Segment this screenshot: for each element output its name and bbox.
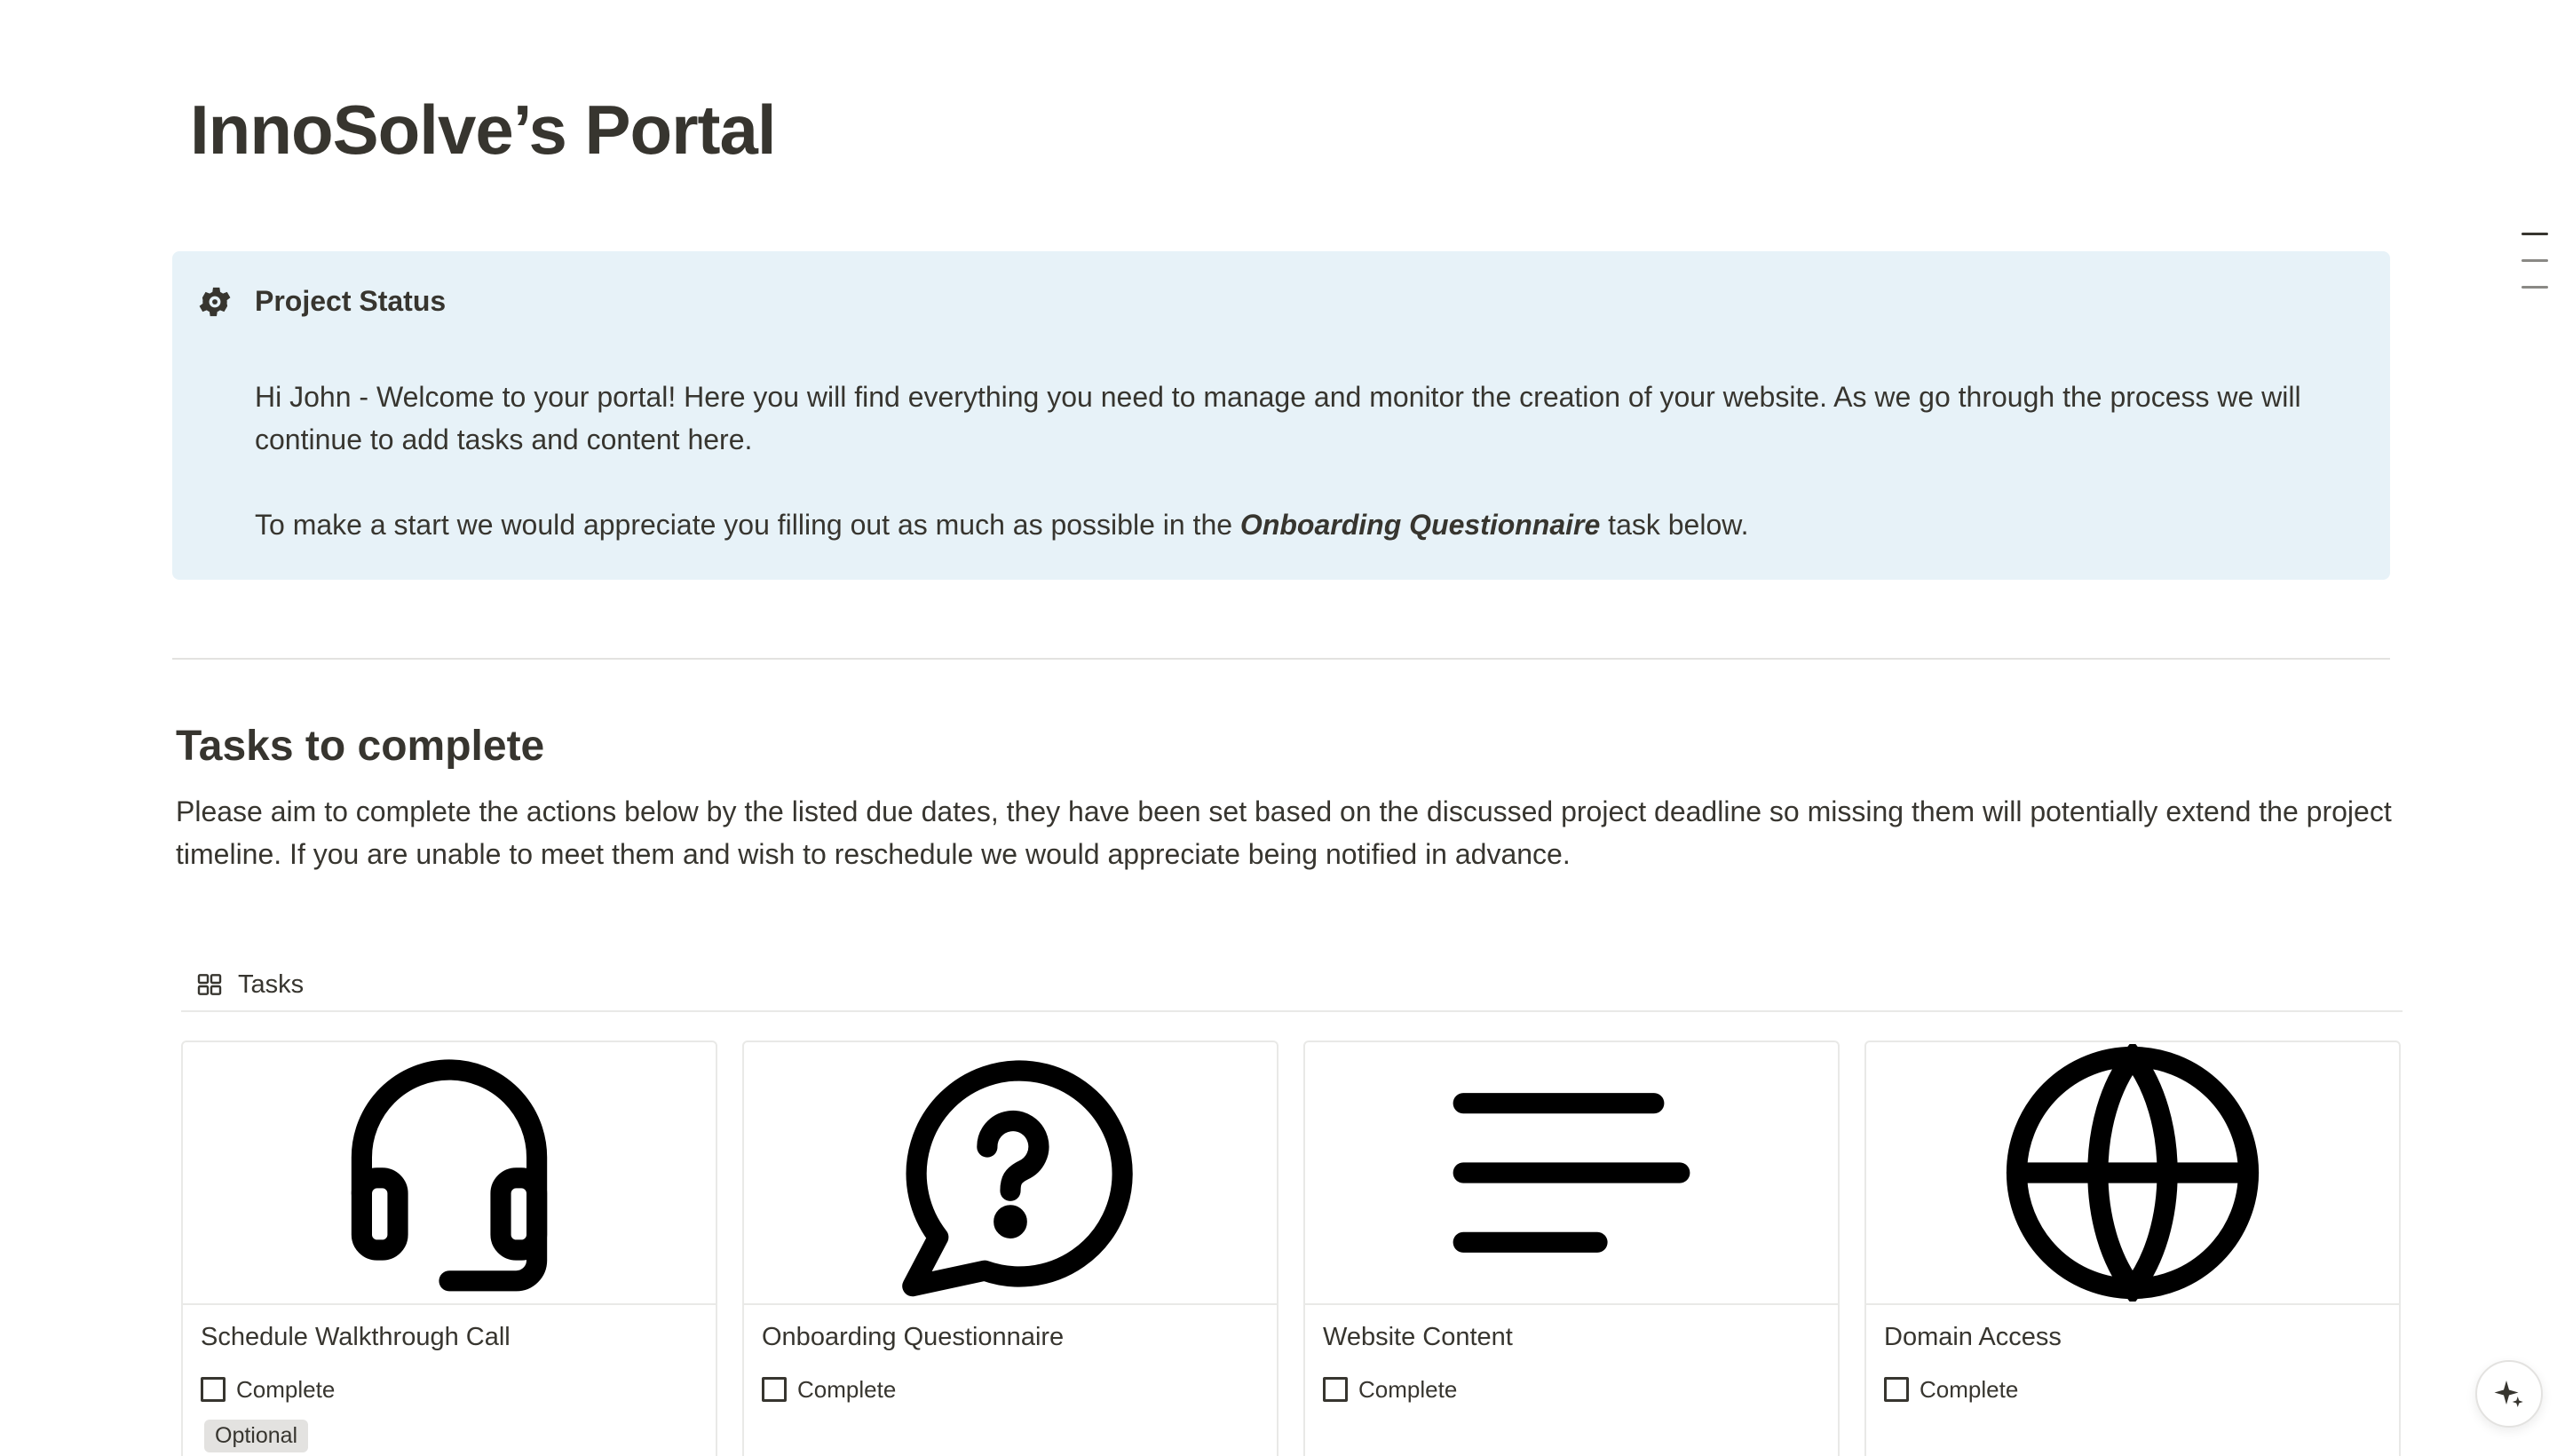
card-cover xyxy=(1866,1042,2399,1305)
card-title: Schedule Walkthrough Call xyxy=(201,1323,511,1351)
instructions-text-after: task below. xyxy=(1600,509,1749,541)
questionnaire-emphasis: Onboarding Questionnaire xyxy=(1239,509,1601,541)
complete-checkbox[interactable] xyxy=(1884,1377,1909,1402)
toc-line[interactable] xyxy=(2521,286,2548,289)
complete-checkbox-row[interactable] xyxy=(1884,1376,2399,1404)
globe-icon xyxy=(2004,1044,2261,1302)
task-card-domain-access[interactable] xyxy=(1864,1041,2401,1456)
task-card-schedule-walkthrough-call[interactable] xyxy=(181,1041,717,1456)
complete-checkbox[interactable] xyxy=(201,1377,226,1402)
headset-icon xyxy=(321,1044,578,1302)
callout-paragraph-instructions xyxy=(255,503,2350,546)
tab-tasks[interactable]: Tasks xyxy=(238,969,305,999)
gallery-view-icon xyxy=(195,970,224,999)
divider xyxy=(172,658,2390,660)
page-title: InnoSolve’s Portal xyxy=(190,91,776,169)
complete-checkbox[interactable] xyxy=(1323,1377,1348,1402)
card-cover xyxy=(744,1042,1277,1305)
sparkle-icon xyxy=(2493,1378,2525,1410)
card-title: Onboarding Questionnaire xyxy=(762,1323,1065,1351)
complete-checkbox-row[interactable] xyxy=(1323,1376,1838,1404)
toc-line[interactable] xyxy=(2521,233,2548,235)
card-title: Domain Access xyxy=(1884,1323,2062,1351)
card-cover xyxy=(183,1042,716,1305)
optional-tag: Optional xyxy=(204,1420,308,1452)
complete-checkbox-row[interactable] xyxy=(762,1376,1277,1404)
complete-label: Complete xyxy=(1358,1375,1458,1403)
complete-checkbox[interactable] xyxy=(762,1377,787,1402)
table-of-contents-indicator[interactable] xyxy=(2521,233,2548,313)
tasks-description: Please aim to complete the actions below by the listed due dates, they have been set based on the discussed project deadline so missing them will potentially extend the project timeline. If you are unable to meet them and wish to reschedule we would appreciate being notified in advance. xyxy=(176,795,2392,870)
project-status-callout xyxy=(172,251,2390,580)
complete-checkbox-row[interactable] xyxy=(201,1376,716,1404)
complete-label: Complete xyxy=(1920,1375,2019,1403)
task-card-onboarding-questionnaire[interactable] xyxy=(742,1041,1278,1456)
instructions-text-before: To make a start we would appreciate you filling out as much as possible in the xyxy=(255,509,1240,541)
tasks-heading: Tasks to complete xyxy=(176,723,545,770)
complete-label: Complete xyxy=(236,1375,336,1403)
toc-line[interactable] xyxy=(2521,259,2548,262)
card-cover xyxy=(1305,1042,1838,1305)
callout-paragraph-welcome: Hi John - Welcome to your portal! Here you will find everything you need to manage and monitor the creation of your website. As we go through the process we will continue to add tasks and content here. xyxy=(255,381,2301,455)
ai-assistant-button[interactable] xyxy=(2475,1360,2543,1428)
callout-title: Project Status xyxy=(255,285,447,317)
card-title: Website Content xyxy=(1323,1323,1513,1351)
gear-icon xyxy=(195,282,234,321)
gallery-view-tabs xyxy=(181,959,2403,1012)
callout-body xyxy=(255,376,2350,546)
task-card-website-content[interactable] xyxy=(1303,1041,1840,1456)
question-bubble-icon xyxy=(882,1044,1139,1302)
complete-label: Complete xyxy=(797,1375,897,1403)
text-lines-icon xyxy=(1443,1044,1700,1302)
